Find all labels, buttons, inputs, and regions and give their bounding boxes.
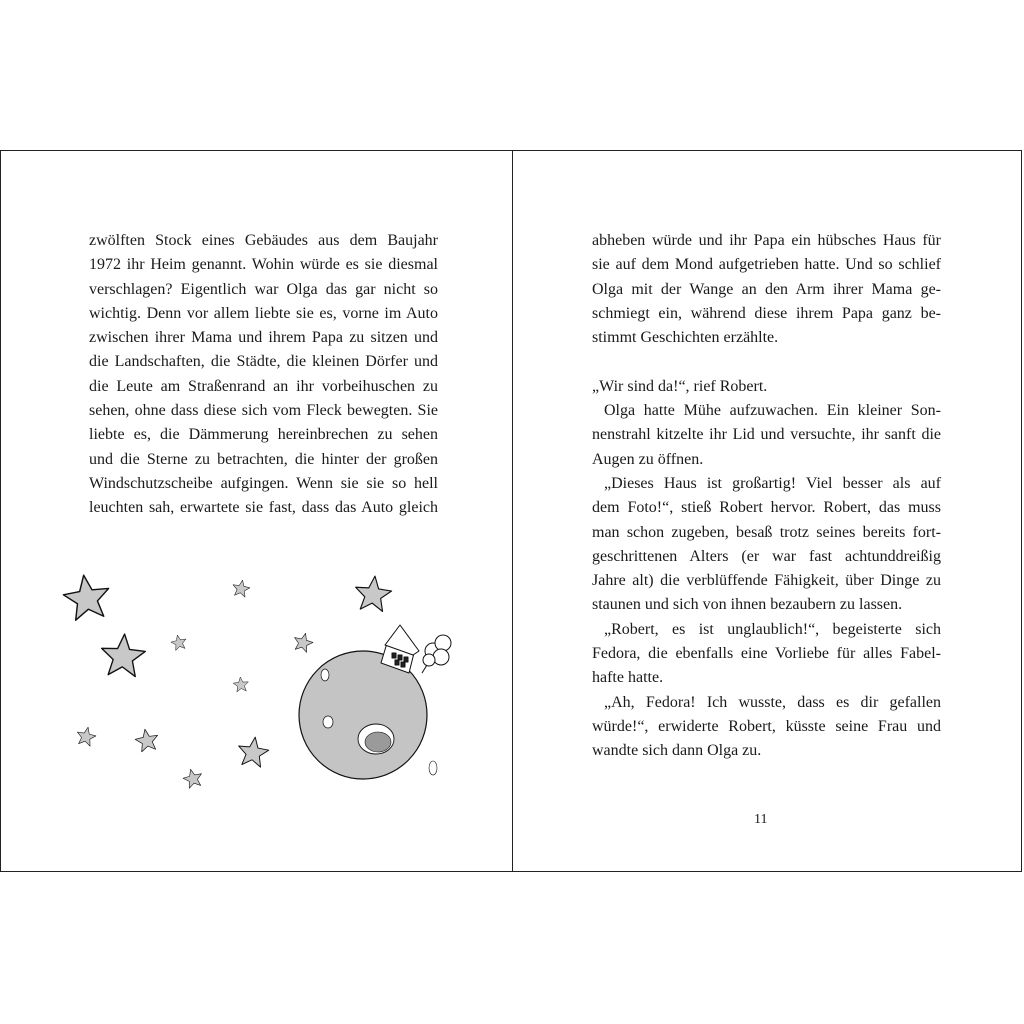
text-line: „Robert, es ist unglaublich!“, begeisterte sich [604,620,941,638]
stars-moon-illustration [51,563,471,803]
text-line: Windschutzscheibe aufgingen. Wenn sie sie so hell [89,474,438,492]
star-icon [231,579,251,598]
text-line: die Landschaften, die Städte, die kleinen Dörfer und [89,353,438,371]
text-line: verschlagen? Eigentlich war Olga das gar nicht so [89,280,438,298]
text-line: leuchten sah, erwartete sie fast, dass das Auto gleich [89,499,438,517]
text-line: „Wir sind da!“, rief Robert. [592,377,768,395]
text-line: abheben würde und ihr Papa ein hübsches Haus für [592,232,941,249]
moon-icon [299,651,437,779]
star-icon [233,676,249,692]
text-line: zwölften Stock eines Gebäudes aus dem Baujahr [89,232,438,249]
text-line: liebte es, die Dämmerung hereinbrechen zu sehen [89,426,438,444]
text-line: Olga hatte Mühe aufzuwachen. Ein kleiner Son- [604,402,941,420]
star-icon [134,727,160,752]
text-line: die Leute am Straßenrand an ihr vorbeihuschen zu [89,377,438,395]
star-icon [181,767,204,789]
text-line: man schon zugeben, besaß trotz seines bereits fort- [592,523,941,541]
text-line: Jahre alt) die verblüffende Fähigkeit, über Dinge zu [592,572,941,590]
text-line: wichtig. Denn vor allem liebte sie es, vorne im Auto [89,304,438,322]
text-line: Olga mit der Wange an den Arm ihrer Mama ge- [592,280,941,298]
star-icon [353,574,392,612]
page-number: 11 [754,812,768,827]
text-line: und die Sterne zu betrachten, die hinter der großen [89,450,438,468]
book-spread [0,150,1022,872]
left-page [1,151,512,871]
paragraph-gap [592,350,941,374]
star-icon [292,631,315,653]
star-icon [170,634,188,651]
text-line: zwischen ihrer Mama und ihrem Papa zu sitzen und [89,329,438,347]
text-line: sehen, ohne dass diese sich vom Fleck bewegten. Sie [89,402,438,420]
text-line: „Dieses Haus ist großartig! Viel besser als auf [604,474,941,492]
right-page [513,151,1023,871]
text-line: 1972 ihr Heim genannt. Wohin würde es sie diesmal [89,256,438,274]
text-line: „Ah, Fedora! Ich wusste, dass es dir gefallen [604,693,941,711]
star-icon [100,633,146,678]
text-line: hafte hatte. [592,669,664,687]
text-line: würde!“, erwiderte Robert, küsste seine Frau und [592,717,941,735]
text-line: wandte sich dann Olga zu. [592,742,762,760]
left-text-block [89,229,438,521]
text-line: Augen zu öffnen. [592,450,704,468]
right-text-block [592,229,941,764]
text-line: schmiegt ein, während diese ihrem Papa ganz be- [592,304,941,322]
text-line: sie auf dem Mond aufgetrieben hatte. Und so schlief [592,256,941,274]
text-line: geschrittenen Alters (er war fast achtunddreißig [592,547,941,565]
text-line: staunen und sich von ihnen bezaubern zu lassen. [592,596,903,614]
text-line: stimmt Geschichten erzählte. [592,329,779,347]
star-icon [75,725,97,747]
text-line: nenstrahl kitzelte ihr Lid und versuchte, ihr sanft die [592,426,941,444]
tree-icon [422,635,451,673]
text-line: dem Foto!“, stieß Robert hervor. Robert, das muss [592,499,941,517]
star-icon [236,735,270,768]
star-icon [61,572,112,621]
text-line: Fedora, die ebenfalls eine Vorliebe für alles Fabel- [592,645,941,663]
